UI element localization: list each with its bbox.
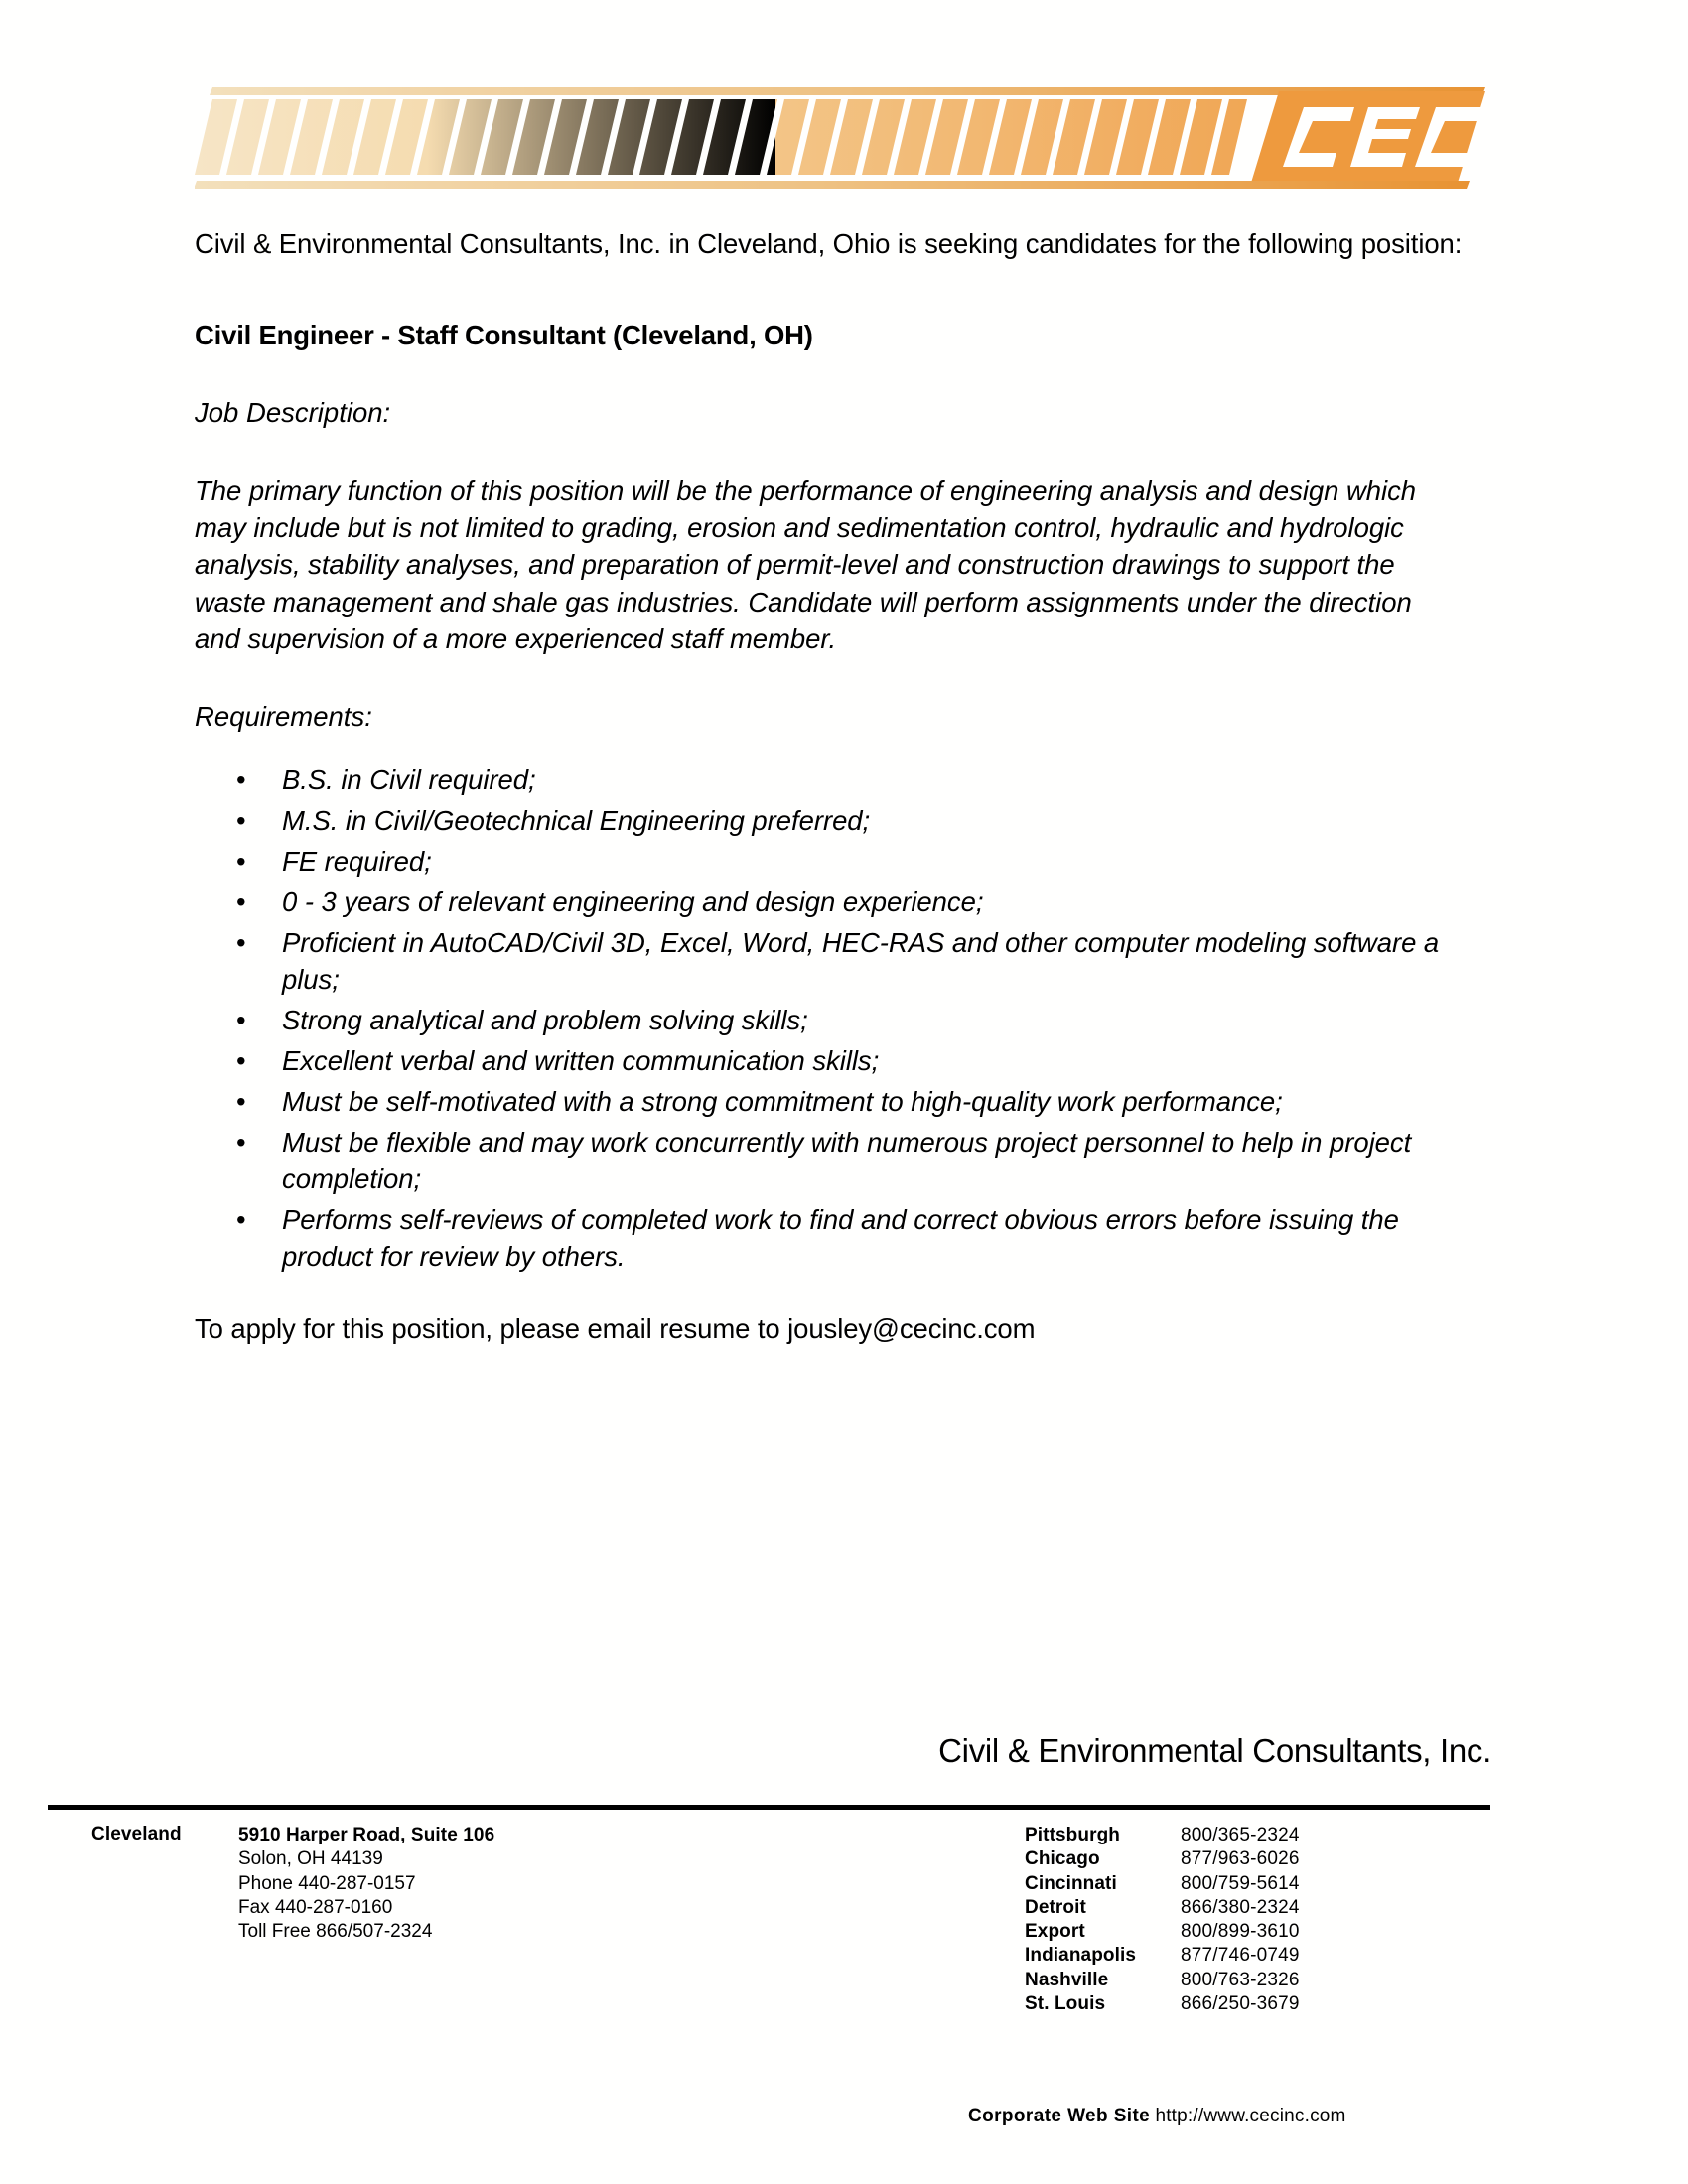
office-phone: 800/759-5614 [1181,1872,1300,1894]
requirement-text: Excellent verbal and written communication skills; [282,1044,880,1076]
local-office-fax: Fax 440-287-0160 [238,1896,393,1918]
bullet-icon: • [236,845,246,877]
apply-instructions: To apply for this position, please email resume to jousley@cecinc.com [195,1312,1036,1344]
bullet-icon: • [236,1004,246,1035]
requirement-item [195,1125,1474,1198]
logo-bottom-rule [195,181,1470,189]
requirement-text: Must be self-motivated with a strong commitment to high-quality work performance; [282,1085,1283,1117]
local-office-address [238,1824,494,1945]
job-posting-content [195,226,1495,1345]
bullet-icon: • [236,764,246,795]
requirement-item [195,1043,1474,1080]
requirement-text: FE required; [282,845,432,877]
cec-logo [195,77,1485,197]
bullet-icon: • [236,1203,246,1235]
footer-divider [48,1805,1490,1810]
bullet-icon: • [236,1044,246,1076]
office-row [1025,1969,1491,1992]
requirements-label: Requirements: [195,701,372,732]
bullet-icon: • [236,1126,246,1158]
office-phone: 877/746-0749 [1181,1945,1300,1967]
requirement-item [195,762,1474,799]
office-phone: 866/380-2324 [1181,1896,1300,1918]
requirement-text: 0 - 3 years of relevant engineering and design experience; [282,886,984,917]
office-name: Chicago [1025,1848,1100,1870]
requirement-item [195,844,1474,881]
intro-paragraph: Civil & Environmental Consultants, Inc. in Cleveland, Ohio is seeking candidates for the following position: [195,228,1463,259]
bullet-icon: • [236,886,246,917]
requirement-item [195,803,1474,840]
requirement-item [195,925,1474,999]
job-description-paragraph: The primary function of this position will be the performance of engineering analysis and design which may include but is not limited to grading, erosion and sedimentation control, hydraulic and hydrologic analysis, stability analyses, and preparation of permit-level and construction drawings to support the waste management and shale gas industries. Candidate will perform assignments under the direction and supervision of a more experienced staff member. [195,475,1417,654]
bullet-icon: • [236,1085,246,1117]
requirement-item [195,1003,1474,1039]
office-name: Pittsburgh [1025,1825,1120,1845]
local-office-street: 5910 Harper Road, Suite 106 [238,1825,495,1845]
office-row [1025,1944,1491,1968]
local-office-city-state-zip: Solon, OH 44139 [238,1848,383,1870]
office-row [1025,1992,1491,2016]
requirement-text: Strong analytical and problem solving skills; [282,1004,808,1035]
job-description-label: Job Description: [195,396,391,428]
requirement-text: Must be flexible and may work concurrently with numerous project personnel to help in project completion; [282,1126,1412,1194]
office-row [1025,1872,1491,1896]
local-office-city: Cleveland [91,1824,182,1844]
bullet-icon: • [236,804,246,836]
requirement-item [195,1084,1474,1121]
office-phone: 877/963-6026 [1181,1848,1300,1870]
footer-company-name: Civil & Environmental Consultants, Inc. [938,1732,1491,1769]
office-phone: 800/899-3610 [1181,1921,1300,1943]
office-name: Export [1025,1921,1085,1943]
local-office-phone: Phone 440-287-0157 [238,1872,416,1894]
office-row [1025,1896,1491,1920]
corporate-web-site-label: Corporate Web Site [968,2106,1151,2126]
office-phone: 866/250-3679 [1181,1993,1300,2015]
footer-offices [0,1824,1688,2126]
office-row [1025,1824,1491,1847]
office-row [1025,1847,1491,1871]
bullet-icon: • [236,926,246,958]
office-phone: 800/365-2324 [1181,1825,1300,1845]
corporate-web-site-url[interactable]: http://www.cecinc.com [1155,2106,1346,2126]
page-title: Civil Engineer - Staff Consultant (Cleveland, OH) [195,319,813,350]
requirement-text: Performs self-reviews of completed work to find and correct obvious errors before issuing the product for review by others. [282,1203,1399,1272]
office-name: Indianapolis [1025,1945,1137,1967]
requirement-item [195,885,1474,921]
office-name: Detroit [1025,1896,1086,1918]
requirement-text: Proficient in AutoCAD/Civil 3D, Excel, Word, HEC-RAS and other computer modeling software a plus; [282,926,1440,995]
logo-cec-lettermark [1227,77,1485,197]
cec-logo-graphic [195,77,1485,197]
office-phone-list [1025,1824,1491,2016]
office-name: Nashville [1025,1969,1109,1990]
office-phone: 800/763-2326 [1181,1969,1300,1990]
office-row [1025,1920,1491,1944]
office-name: St. Louis [1025,1993,1106,2015]
office-name: Cincinnati [1025,1872,1117,1894]
local-office-toll-free: Toll Free 866/507-2324 [238,1921,433,1943]
requirements-list [195,762,1495,1276]
corporate-web-site [968,2106,1346,2127]
requirement-item [195,1202,1474,1276]
requirement-text: B.S. in Civil required; [282,764,536,795]
requirement-text: M.S. in Civil/Geotechnical Engineering preferred; [282,804,871,836]
